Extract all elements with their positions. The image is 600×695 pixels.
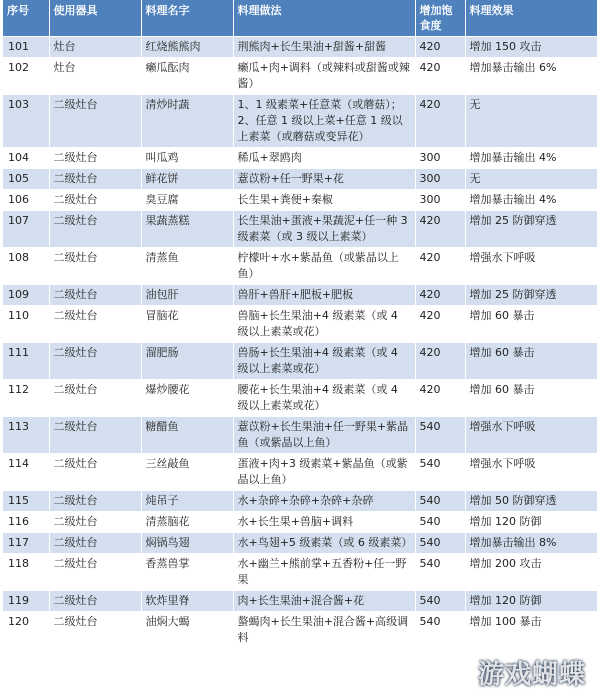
cell-tool: 二级灶台	[49, 533, 141, 554]
cell-name: 叫瓜鸡	[141, 148, 233, 169]
table-row	[3, 248, 597, 285]
cell-tool: 二级灶台	[49, 554, 141, 591]
table-row	[3, 533, 597, 554]
cell-method: 螯蝎肉+长生果油+混合酱+高级调料	[233, 612, 415, 649]
cell-name: 软炸里脊	[141, 591, 233, 612]
table-row	[3, 380, 597, 417]
cell-effect: 增加 100 暴击	[465, 612, 597, 649]
cell-name: 炖吊子	[141, 491, 233, 512]
cell-method: 长生果油+蛋液+果蔬泥+任一种 3 级素菜（或 3 级以上素菜）	[233, 211, 415, 248]
cell-tool: 二级灶台	[49, 491, 141, 512]
cell-food: 540	[415, 454, 465, 491]
cell-method: 1、1 级素菜+任意菜（或蘑菇）；2、任意 1 级以上菜+任意 1 级以上素菜（或蘑菇或变异花）	[233, 95, 415, 148]
cell-tool: 二级灶台	[49, 148, 141, 169]
cell-name: 清蒸鱼	[141, 248, 233, 285]
table-row	[3, 285, 597, 306]
cell-no: 119	[3, 591, 49, 612]
cell-food: 540	[415, 512, 465, 533]
cell-effect: 增加 60 暴击	[465, 343, 597, 380]
cell-tool: 灶台	[49, 37, 141, 58]
cell-tool: 二级灶台	[49, 306, 141, 343]
cell-food: 540	[415, 554, 465, 591]
recipe-table	[3, 0, 598, 648]
cell-name: 油焖大蝎	[141, 612, 233, 649]
cell-method: 薏苡粉+任一野果+花	[233, 169, 415, 190]
cell-food: 420	[415, 211, 465, 248]
cell-food: 420	[415, 285, 465, 306]
cell-effect: 增加 150 攻击	[465, 37, 597, 58]
site-watermark: 游戏蝴蝶	[477, 660, 586, 690]
cell-no: 116	[3, 512, 49, 533]
cell-name: 冒脑花	[141, 306, 233, 343]
cell-tool: 灶台	[49, 58, 141, 95]
cell-no: 115	[3, 491, 49, 512]
cell-name: 油包肝	[141, 285, 233, 306]
cell-no: 102	[3, 58, 49, 95]
header-effect: 料理效果	[465, 0, 597, 37]
cell-food: 420	[415, 343, 465, 380]
cell-method: 兽脑+长生果油+4 级素菜（或 4 级以上素菜或花）	[233, 306, 415, 343]
cell-tool: 二级灶台	[49, 591, 141, 612]
table-row	[3, 417, 597, 454]
cell-tool: 二级灶台	[49, 380, 141, 417]
cell-method: 肉+长生果油+混合酱+花	[233, 591, 415, 612]
cell-effect: 增加 60 暴击	[465, 306, 597, 343]
table-row	[3, 37, 597, 58]
cell-food: 420	[415, 37, 465, 58]
cell-food: 300	[415, 148, 465, 169]
cell-name: 果蔬蒸糕	[141, 211, 233, 248]
cell-effect: 增强水下呼吸	[465, 248, 597, 285]
cell-food: 300	[415, 169, 465, 190]
header-method: 料理做法	[233, 0, 415, 37]
table-row	[3, 95, 597, 148]
header-no: 序号	[3, 0, 49, 37]
cell-food: 540	[415, 417, 465, 454]
table-row	[3, 491, 597, 512]
cell-method: 长生果+粪便+秦椒	[233, 190, 415, 211]
header-tool: 使用器具	[49, 0, 141, 37]
cell-effect: 增加 50 防御穿透	[465, 491, 597, 512]
table-row	[3, 148, 597, 169]
cell-food: 540	[415, 591, 465, 612]
cell-method: 腰花+长生果油+4 级素菜（或 4 级以上素菜或花）	[233, 380, 415, 417]
cell-effect: 增加 60 暴击	[465, 380, 597, 417]
cell-method: 水+幽兰+熊前掌+五香粉+任一野果	[233, 554, 415, 591]
cell-effect: 增加暴击输出 4%	[465, 148, 597, 169]
cell-no: 111	[3, 343, 49, 380]
cell-no: 108	[3, 248, 49, 285]
cell-no: 113	[3, 417, 49, 454]
cell-method: 水+杂碎+杂碎+杂碎+杂碎	[233, 491, 415, 512]
cell-name: 清炒时蔬	[141, 95, 233, 148]
table-row	[3, 343, 597, 380]
cell-name: 三丝敲鱼	[141, 454, 233, 491]
cell-effect: 增加暴击输出 4%	[465, 190, 597, 211]
cell-effect: 增加暴击输出 8%	[465, 533, 597, 554]
header-name: 料理名字	[141, 0, 233, 37]
cell-method: 水+长生果+兽脑+调料	[233, 512, 415, 533]
cell-name: 鲜花饼	[141, 169, 233, 190]
table-row	[3, 591, 597, 612]
cell-method: 蛋液+肉+3 级素菜+紫晶鱼（或紫晶以上鱼）	[233, 454, 415, 491]
cell-method: 癞瓜+肉+调料（或辣料或甜酱或辣酱）	[233, 58, 415, 95]
cell-no: 109	[3, 285, 49, 306]
cell-name: 溜肥肠	[141, 343, 233, 380]
cell-food: 540	[415, 533, 465, 554]
cell-name: 臭豆腐	[141, 190, 233, 211]
cell-no: 114	[3, 454, 49, 491]
table-row	[3, 554, 597, 591]
table-row	[3, 612, 597, 649]
cell-name: 红烧熊熊肉	[141, 37, 233, 58]
cell-effect: 增加暴击输出 6%	[465, 58, 597, 95]
cell-name: 香蒸兽掌	[141, 554, 233, 591]
cell-tool: 二级灶台	[49, 248, 141, 285]
cell-method: 柠檬叶+水+紫晶鱼（或紫晶以上鱼）	[233, 248, 415, 285]
cell-no: 112	[3, 380, 49, 417]
cell-food: 420	[415, 248, 465, 285]
cell-food: 420	[415, 306, 465, 343]
cell-no: 118	[3, 554, 49, 591]
table-row	[3, 58, 597, 95]
cell-effect: 增加 200 攻击	[465, 554, 597, 591]
cell-effect: 增强水下呼吸	[465, 417, 597, 454]
cell-method: 兽肝+兽肝+肥板+肥板	[233, 285, 415, 306]
cell-no: 103	[3, 95, 49, 148]
cell-tool: 二级灶台	[49, 512, 141, 533]
cell-tool: 二级灶台	[49, 343, 141, 380]
cell-no: 110	[3, 306, 49, 343]
cell-no: 120	[3, 612, 49, 649]
table-row	[3, 454, 597, 491]
cell-tool: 二级灶台	[49, 169, 141, 190]
table-row	[3, 211, 597, 248]
table-row	[3, 512, 597, 533]
cell-name: 焖锅鸟翅	[141, 533, 233, 554]
cell-food: 420	[415, 58, 465, 95]
cell-effect: 增强水下呼吸	[465, 454, 597, 491]
cell-no: 101	[3, 37, 49, 58]
cell-no: 106	[3, 190, 49, 211]
cell-no: 117	[3, 533, 49, 554]
cell-tool: 二级灶台	[49, 211, 141, 248]
cell-method: 水+鸟翅+5 级素菜（或 6 级素菜）	[233, 533, 415, 554]
cell-tool: 二级灶台	[49, 454, 141, 491]
cell-no: 107	[3, 211, 49, 248]
cell-name: 癞瓜酝肉	[141, 58, 233, 95]
cell-name: 爆炒腰花	[141, 380, 233, 417]
cell-effect: 无	[465, 169, 597, 190]
cell-effect: 增加 120 防御	[465, 591, 597, 612]
cell-no: 105	[3, 169, 49, 190]
cell-tool: 二级灶台	[49, 417, 141, 454]
cell-effect: 无	[465, 95, 597, 148]
cell-method: 薏苡粉+长生果油+任一野果+紫晶鱼（或紫晶以上鱼）	[233, 417, 415, 454]
cell-method: 荆熊肉+长生果油+甜酱+甜酱	[233, 37, 415, 58]
cell-tool: 二级灶台	[49, 285, 141, 306]
cell-food: 420	[415, 380, 465, 417]
cell-method: 兽肠+长生果油+4 级素菜（或 4 级以上素菜或花）	[233, 343, 415, 380]
cell-effect: 增加 120 防御	[465, 512, 597, 533]
cell-food: 300	[415, 190, 465, 211]
cell-method: 稀瓜+翠鸥肉	[233, 148, 415, 169]
cell-no: 104	[3, 148, 49, 169]
table-row	[3, 190, 597, 211]
cell-effect: 增加 25 防御穿透	[465, 285, 597, 306]
cell-food: 540	[415, 491, 465, 512]
cell-tool: 二级灶台	[49, 612, 141, 649]
table-header-row	[3, 0, 597, 37]
cell-tool: 二级灶台	[49, 95, 141, 148]
cell-effect: 增加 25 防御穿透	[465, 211, 597, 248]
cell-tool: 二级灶台	[49, 190, 141, 211]
header-food: 增加饱食度	[415, 0, 465, 37]
cell-name: 糖醋鱼	[141, 417, 233, 454]
cell-name: 清蒸脑花	[141, 512, 233, 533]
cell-food: 420	[415, 95, 465, 148]
table-row	[3, 306, 597, 343]
cell-food: 540	[415, 612, 465, 649]
table-row	[3, 169, 597, 190]
